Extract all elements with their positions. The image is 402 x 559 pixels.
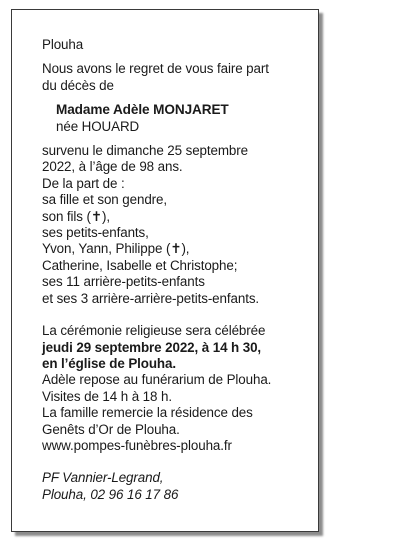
details-line: sa fille et son gendre, xyxy=(42,192,167,208)
info-line: La famille remercie la résidence des xyxy=(42,405,253,421)
ceremony-place: en l’église de Plouha. xyxy=(42,355,176,371)
details-line: et ses 3 arrière-arrière-petits-enfants. xyxy=(42,290,260,306)
ceremony-intro: La cérémonie religieuse sera célébrée xyxy=(42,323,266,339)
details-line: son fils (✝), xyxy=(42,208,110,224)
details-line: survenu le dimanche 25 septembre xyxy=(42,143,248,159)
notice-town: Plouha xyxy=(42,37,84,52)
deceased-name: Madame Adèle MONJARET xyxy=(56,102,229,118)
funeral-home-name: PF Vannier-Legrand, xyxy=(42,470,164,486)
details-line: ses 11 arrière-petits-enfants xyxy=(42,274,205,290)
website-text: www.pompes-funèbres-plouha.fr xyxy=(42,437,232,453)
intro-block xyxy=(42,61,318,94)
obituary-notice xyxy=(11,9,319,532)
details-line: 2022, à l’âge de 98 ans. xyxy=(42,159,183,175)
details-line: Catherine, Isabelle et Christophe; xyxy=(42,257,238,273)
funeral-home-contact: Plouha, 02 96 16 17 86 xyxy=(42,486,179,502)
ceremony-block xyxy=(42,323,318,454)
details-line: ses petits-enfants, xyxy=(42,225,149,241)
details-block xyxy=(42,143,318,307)
info-line: Visites de 14 h à 18 h. xyxy=(42,388,172,404)
info-line: Adèle repose au funérarium de Plouha. xyxy=(42,372,272,388)
deceased-block xyxy=(42,102,318,135)
intro-line: Nous avons le regret de vous faire part xyxy=(42,61,269,77)
ceremony-date: jeudi 29 septembre 2022, à 14 h 30, xyxy=(42,339,262,355)
details-line: De la part de : xyxy=(42,175,125,191)
info-line: Genêts d’Or de Plouha. xyxy=(42,421,180,437)
intro-line: du décès de xyxy=(42,77,114,93)
details-line: Yvon, Yann, Philippe (✝), xyxy=(42,241,190,257)
maiden-name: née HOUARD xyxy=(56,118,140,134)
funeral-home-block xyxy=(42,470,318,503)
